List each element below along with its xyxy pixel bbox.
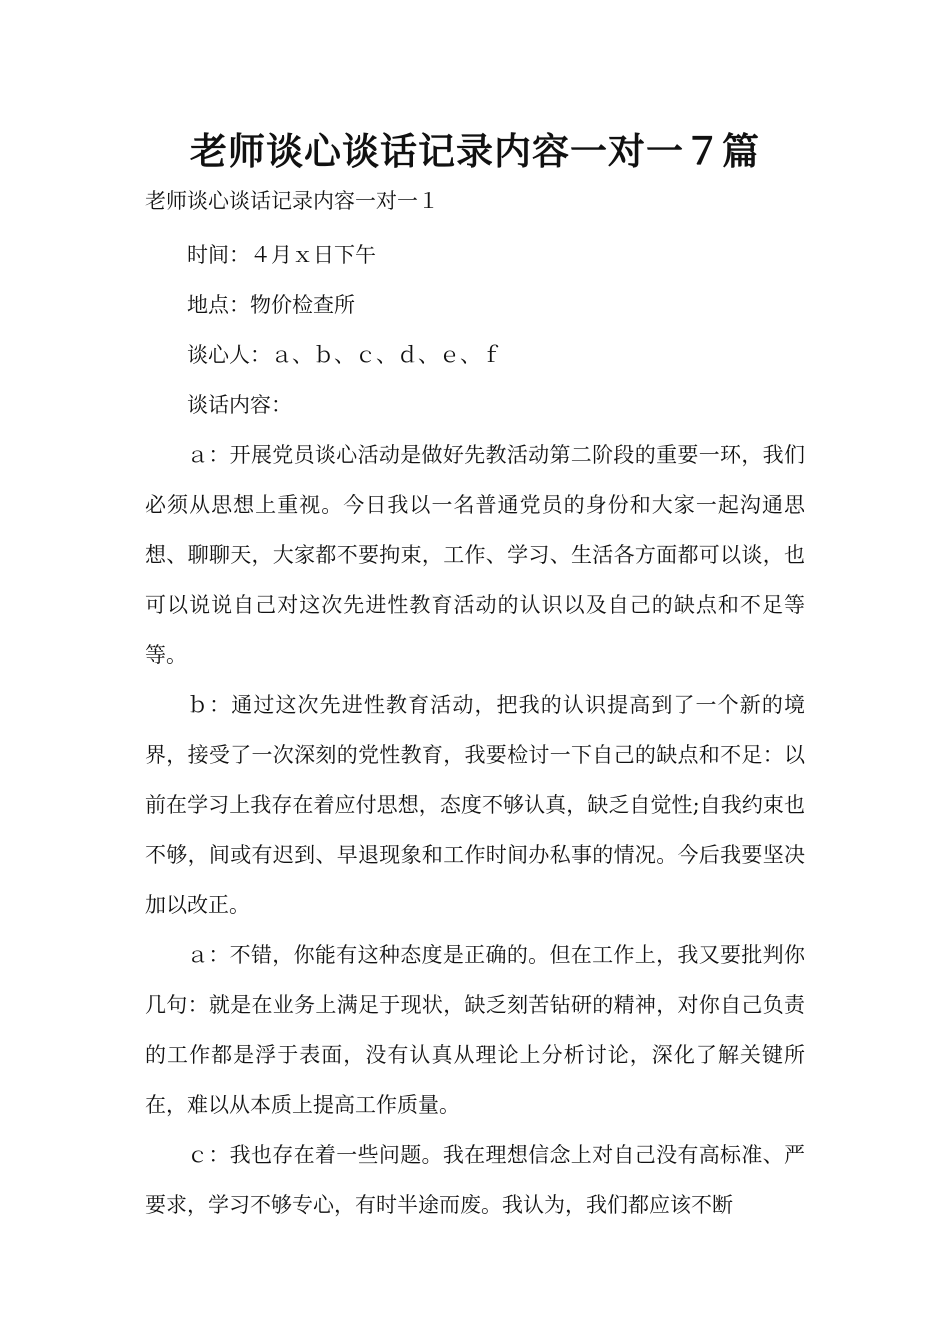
paragraph-participants: 谈心人：ａ、ｂ、ｃ、ｄ、ｅ、ｆ bbox=[187, 343, 502, 367]
paragraph-location: 地点：物价检查所 bbox=[187, 293, 355, 317]
document-subtitle: 老师谈心谈话记录内容一对一１ bbox=[145, 189, 439, 213]
paragraph-speech: ｃ：我也存在着一些问题。我在理想信念上对自己没有高标准、严要求，学习不够专心，有时半途而废。我认为，我们都应该不断 bbox=[145, 1143, 805, 1217]
document-title: 老师谈心谈话记录内容一对一７篇 bbox=[190, 130, 760, 173]
paragraph-time: 时间：４月ｘ日下午 bbox=[187, 243, 376, 267]
document-body bbox=[145, 230, 805, 1230]
paragraph-speech: ａ：不错，你能有这种态度是正确的。但在工作上，我又要批判你几句：就是在业务上满足于现状，缺乏刻苦钻研的精神，对你自己负责的工作都是浮于表面，没有认真从理论上分析讨论，深化了解关键所在，难以从本质上提高工作质量。 bbox=[145, 943, 805, 1117]
paragraph-speech: ａ：开展党员谈心活动是做好先教活动第二阶段的重要一环，我们必须从思想上重视。今日我以一名普通党员的身份和大家一起沟通思想、聊聊天，大家都不要拘束，工作、学习、生活各方面都可以谈，也可以说说自己对这次先进性教育活动的认识以及自己的缺点和不足等等。 bbox=[145, 443, 805, 667]
paragraph-content-heading: 谈话内容： bbox=[187, 393, 292, 417]
paragraph-speech: ｂ：通过这次先进性教育活动，把我的认识提高到了一个新的境界，接受了一次深刻的党性教育，我要检讨一下自己的缺点和不足：以前在学习上我存在着应付思想，态度不够认真，缺乏自觉性;自我约束也不够，间或有迟到、早退现象和工作时间办私事的情况。今后我要坚决加以改正。 bbox=[145, 693, 805, 917]
